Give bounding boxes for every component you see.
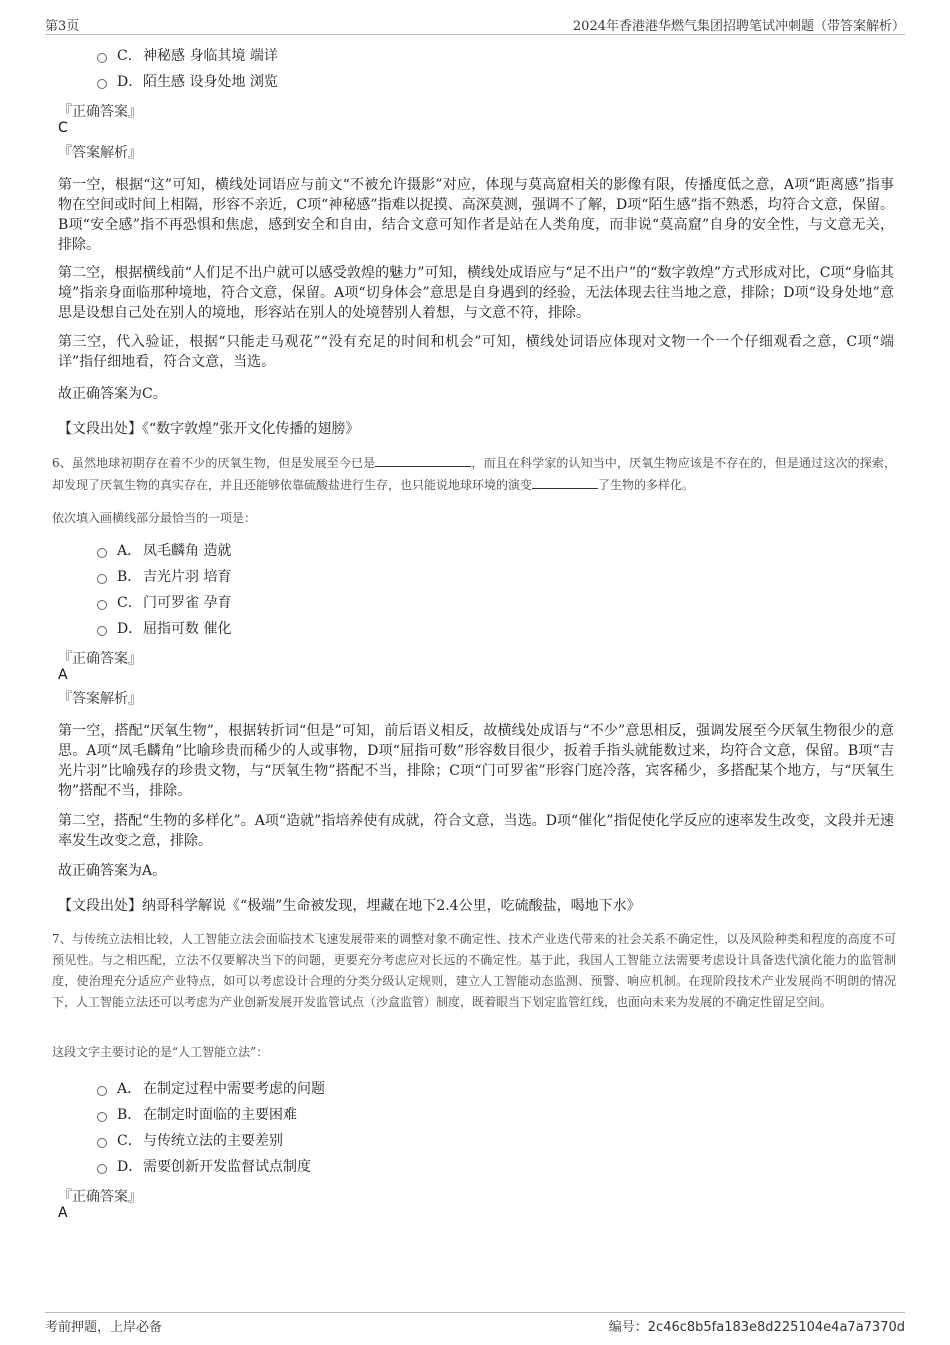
q6-option-d[interactable]: D．屈指可数 催化 [97,619,231,639]
blank-line-1 [375,452,471,467]
q5-analysis-paragraph-3: 第三空，代入验证，根据“只能走马观花”“没有充足的时间和机会”可知，横线处词语应体现对文物一个一个仔细观看之意，C项“端详”指仔细地看，符合文意，当选。 [58,334,894,370]
radio-icon[interactable] [97,1138,107,1148]
q6-analysis-paragraph-2: 第二空，搭配“生物的多样化”。A项“造就”指培养使有成就，符合文意，当选。D项“催化”指促使化学反应的速率发生改变，文段并无速率发生改变之意，排除。 [58,813,894,849]
radio-icon[interactable] [97,600,107,610]
q7-answer-label: 『正确答案』 [58,1189,142,1205]
q5-conclusion: 故正确答案为C。 [58,386,167,402]
radio-icon[interactable] [97,1164,107,1174]
q5-answer-label: 『正确答案』 [58,104,142,120]
q5-source: 【文段出处】《“数字敦煌”张开文化传播的翅膀》 [58,421,360,437]
q5-analysis-paragraph-2: 第二空，根据横线前“人们足不出户就可以感受敦煌的魅力”可知，横线处成语应与“足不出户”的“数字敦煌”方式形成对比，C项“身临其境”指亲身面临那种境地，符合文意，保留。A项“切身体会”意思是自身遇到的经验，无法体现去往当地之意，排除；D项“设身处地”意思是设想自己处在别人的境地，形容站在别人的处境替别人着想，与文意不符，排除。 [58,265,894,321]
q7-option-d[interactable]: D．需要创新开发监督试点制度 [97,1157,311,1177]
q5-option-c[interactable]: C．神秘感 身临其境 端详 [97,46,278,66]
radio-icon[interactable] [97,626,107,636]
radio-icon[interactable] [97,1086,107,1096]
q6-source: 【文段出处】纳哥科学解说《“极端”生命被发现，埋藏在地下2.4公里，吃硫酸盐，喝地下水》 [58,898,641,914]
blank-line-2 [532,474,598,489]
radio-icon[interactable] [97,53,107,63]
radio-icon[interactable] [97,79,107,89]
q6-analysis-paragraph-1: 第一空，搭配“厌氧生物”，根据转折词“但是”可知，前后语义相反，故横线处成语与“不少”意思相反，强调发展至今厌氧生物很少的意思。A项“凤毛麟角”比喻珍贵而稀少的人或事物，D项“屈指可数”形容数目很少，扳着手指头就能数过来，均符合文意，保留。B项“吉光片羽”比喻残存的珍贵文物，与“厌氧生物”搭配不当，排除；C项“门可罗雀”形容门庭冷落，宾客稀少，多搭配某个地方，与“厌氧生物”搭配不当，排除。 [58,723,894,799]
q5-answer: C [58,120,68,136]
document-title: 2024年香港港华燃气集团招聘笔试冲刺题（带答案解析） [572,19,905,34]
page-footer [45,1312,905,1335]
q7-prompt: 这段文字主要讨论的是“人工智能立法”： [52,1045,269,1059]
q6-option-b[interactable]: B． 吉光片羽 培育 [97,567,231,587]
radio-icon[interactable] [97,1112,107,1122]
q6-option-a[interactable]: A． 凤毛麟角 造就 [97,541,231,561]
radio-icon[interactable] [97,574,107,584]
q7-option-b[interactable]: B． 在制定时面临的主要困难 [97,1105,297,1125]
radio-icon[interactable] [97,548,107,558]
q6-conclusion: 故正确答案为A。 [58,863,167,879]
q6-prompt: 依次填入画横线部分最恰当的一项是： [52,511,257,525]
q7-option-c[interactable]: C．与传统立法的主要差别 [97,1131,283,1151]
q7-option-a[interactable]: A． 在制定过程中需要考虑的问题 [97,1079,325,1099]
page-header [45,12,905,35]
q5-option-d[interactable]: D．陌生感 设身处地 浏览 [97,72,278,92]
q6-analysis-label: 『答案解析』 [58,691,142,707]
document-code: 编号：2c46c8b5fa183e8d225104e4a7a7370d [608,1320,905,1335]
q6-option-c[interactable]: C．门可罗雀 孕育 [97,593,231,613]
q5-analysis-label: 『答案解析』 [58,145,142,161]
q6-stem: 6、虽然地球初期存在着不少的厌氧生物，但是发展至今已是 ，而且在科学家的认知当中，厌氧生物应该是不存在的，但是通过这次的探索，却发现了厌氧生物的真实存在，并且还能够依靠硫酸盐进行生存，也只能说地球环境的演变 了生物的多样化。 [52,452,896,496]
q5-analysis-paragraph-1: 第一空，根据“这”可知，横线处词语应与前文“不被允许摄影”对应，体现与莫高窟相关的影像有限，传播度低之意，A项“距离感”指事物在空间或时间上相隔，形容不亲近，C项“神秘感”指难以捉摸、高深莫测，强调不了解，D项“陌生感”指不熟悉，均符合文意，保留。B项“安全感”指不再恐惧和焦虑，感到安全和自由，结合文意可知作者是站在人类角度，而非说“莫高窟”自身的安全性，与文意无关，排除。 [58,177,894,253]
page-number: 第3页 [45,19,80,34]
q6-answer-label: 『正确答案』 [58,651,142,667]
q6-answer: A [58,667,68,683]
q7-stem: 7、与传统立法相比较，人工智能立法会面临技术飞速发展带来的调整对象不确定性、技术产业迭代带来的社会关系不确定性，以及风险种类和程度的高度不可预见性。与之相匹配，立法不仅要解决当下的问题，更要充分考虑应对长远的不确定性。基于此，我国人工智能立法需要考虑设计具备迭代演化能力的监管制度，使治理充分适应产业特点，如可以考虑设计合理的分类分级认定规则，建立人工智能动态监测、预警、响应机制。在现阶段技术产业发展尚不明朗的情况下，人工智能立法还可以考虑为产业创新发展开发监管试点（沙盒监管）制度，既着眼当下划定监管红线，也面向未来为发展的不确定性留足空间。 [52,932,896,1009]
footer-slogan: 考前押题，上岸必备 [45,1320,163,1335]
q7-answer: A [58,1205,68,1221]
